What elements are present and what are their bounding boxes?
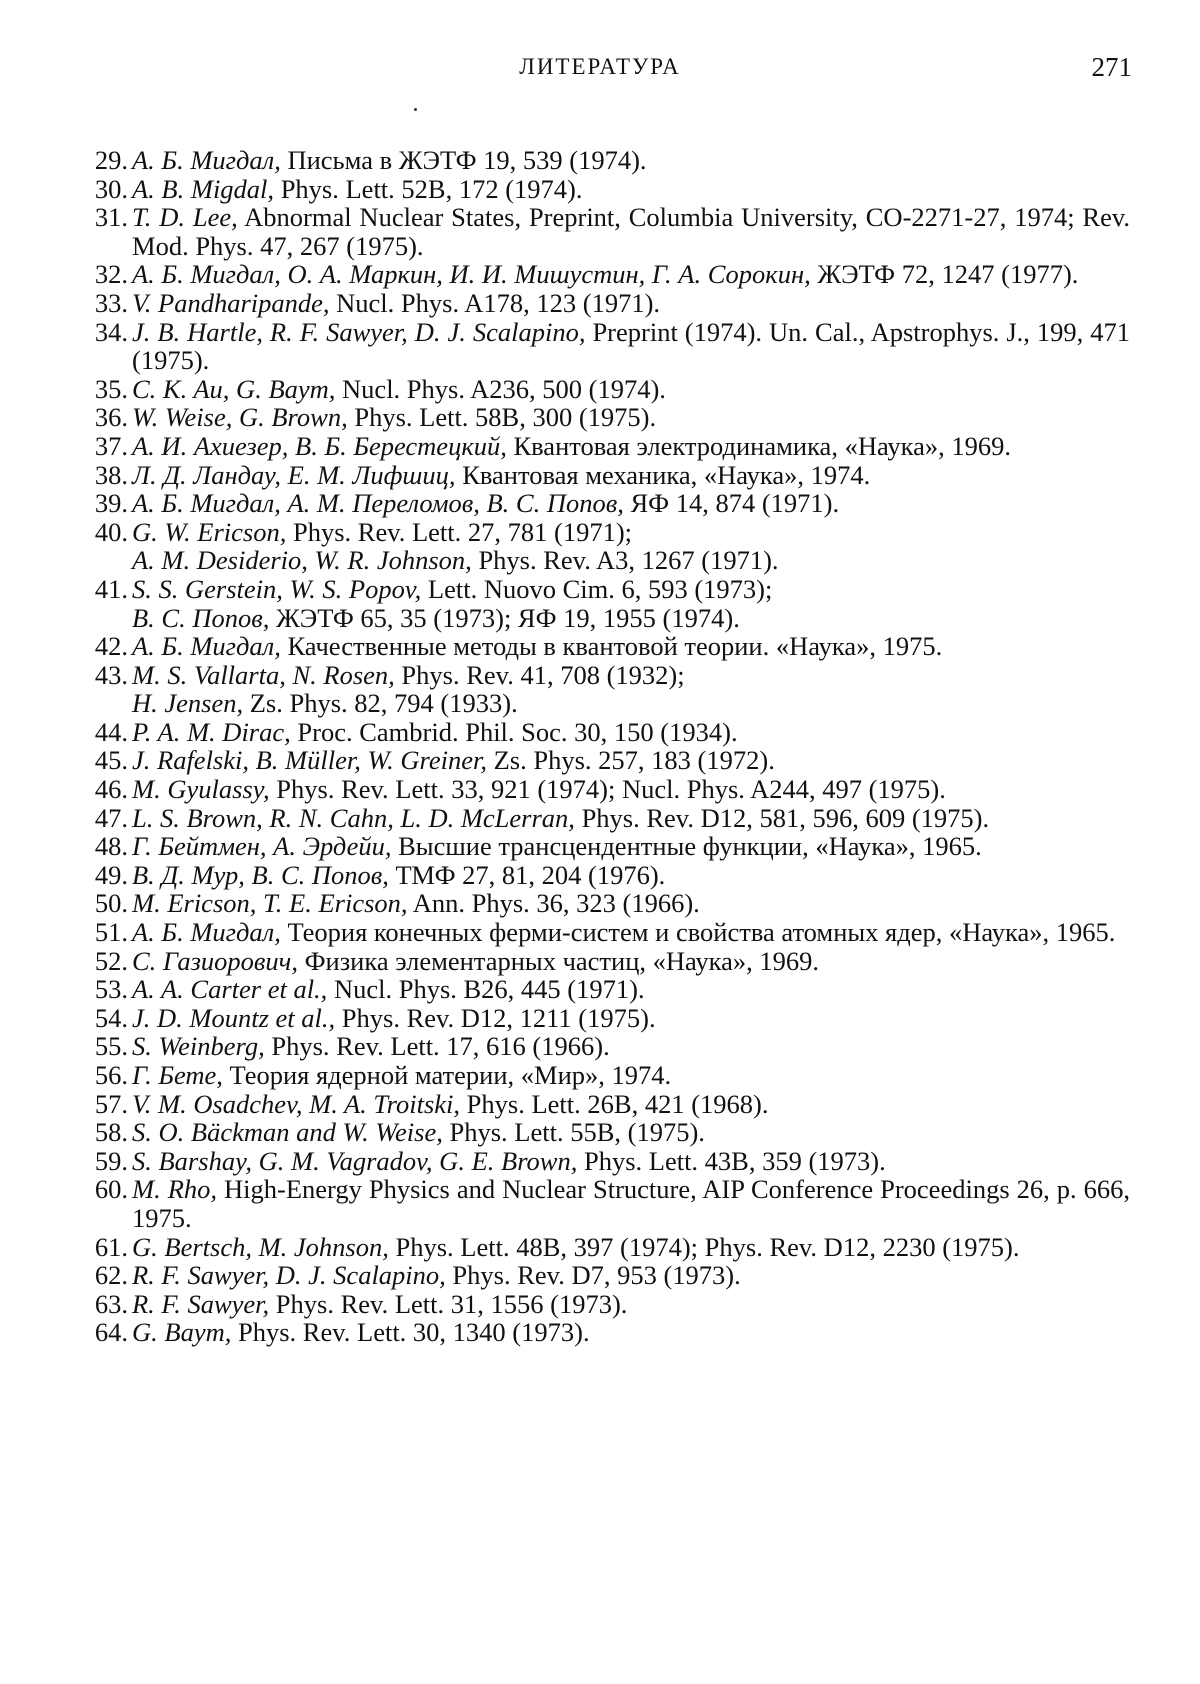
reference-item [78, 746, 1130, 775]
reference-authors: В. С. Попов, [132, 602, 270, 633]
reference-authors: S. O. Bäckman and W. Weise, [132, 1117, 443, 1148]
reference-authors: G. W. Ericson, [132, 516, 287, 547]
reference-number: 39. [94, 488, 128, 519]
reference-authors: H. Jensen, [132, 688, 244, 719]
reference-source: Nucl. Phys. A178, 123 (1971). [329, 287, 661, 318]
reference-source: Phys. Lett. 43B, 359 (1973). [577, 1145, 886, 1176]
reference-number: 60. [94, 1174, 128, 1205]
reference-source: ТМФ 27, 81, 204 (1976). [388, 859, 666, 890]
reference-authors: V. Pandharipande, [132, 287, 330, 318]
reference-authors: L. S. Brown, R. N. Cahn, L. D. McLerran, [132, 802, 575, 833]
reference-item [78, 804, 1130, 833]
reference-source: Phys. Lett. 58B, 300 (1975). [347, 402, 657, 433]
reference-number: 37. [94, 430, 128, 461]
reference-number: 62. [94, 1260, 128, 1291]
reference-source: Phys. Rev. A3, 1267 (1971). [471, 545, 779, 576]
reference-source: Phys. Rev. Lett. 30, 1340 (1973). [231, 1317, 590, 1348]
reference-authors: G. Bertsch, M. Johnson, [132, 1231, 389, 1262]
reference-source: Lett. Nuovo Cim. 6, 593 (1973); [421, 573, 773, 604]
reference-item [78, 1261, 1130, 1290]
reference-number: 46. [94, 774, 128, 805]
page-header [0, 52, 1200, 92]
reference-number: 49. [94, 859, 128, 890]
reference-source: Высшие трансцендентные функции, «Наука», 1965. [391, 831, 982, 862]
reference-item [78, 518, 1130, 575]
reference-source: Квантовая механика, «Наука», 1974. [455, 459, 871, 490]
reference-authors: А. Б. Мигдал, [132, 145, 281, 175]
reference-source: Теория конечных ферми-систем и свойства атомных ядер, «Наука», 1965. [280, 917, 1116, 948]
reference-item [78, 975, 1130, 1004]
reference-authors: T. D. Lee, [132, 202, 238, 233]
reference-item [78, 718, 1130, 747]
reference-source: Phys. Rev. 41, 708 (1932); [394, 659, 685, 690]
reference-number: 31. [94, 202, 128, 233]
reference-number: 48. [94, 831, 128, 862]
reference-authors: А. Б. Мигдал, [132, 631, 281, 662]
reference-number: 55. [94, 1031, 128, 1062]
reference-number: 64. [94, 1317, 128, 1348]
reference-number: 35. [94, 373, 128, 404]
reference-source: Nucl. Phys. A236, 500 (1974). [335, 373, 666, 404]
reference-authors: M. Ericson, T. E. Ericson, [132, 888, 408, 919]
reference-source: Phys. Lett. 26B, 421 (1968). [460, 1088, 769, 1119]
reference-source: ЖЭТФ 72, 1247 (1977). [810, 259, 1079, 290]
reference-number: 58. [94, 1117, 128, 1148]
reference-item [78, 489, 1130, 518]
reference-number: 63. [94, 1288, 128, 1319]
reference-source: Zs. Phys. 257, 183 (1972). [487, 745, 775, 776]
reference-source: Качественные методы в квантовой теории. «Наука», 1975. [280, 631, 943, 662]
reference-item [78, 1004, 1130, 1033]
reference-item [78, 203, 1130, 260]
reference-number: 33. [94, 287, 128, 318]
reference-item [78, 289, 1130, 318]
reference-item [78, 1118, 1130, 1147]
reference-number: 59. [94, 1145, 128, 1176]
reference-source: ЯФ 14, 874 (1971). [623, 488, 840, 519]
reference-authors: M. Rho, [132, 1174, 218, 1205]
reference-number: 57. [94, 1088, 128, 1119]
reference-item [78, 632, 1130, 661]
reference-number: 38. [94, 459, 128, 490]
reference-item [78, 1090, 1130, 1119]
reference-authors: A. M. Desiderio, W. R. Johnson, [132, 545, 472, 576]
reference-source: Квантовая электродинамика, «Наука», 1969. [506, 430, 1011, 461]
reference-source: Phys. Lett. 48B, 397 (1974); Phys. Rev. D12, 2230 (1975). [388, 1231, 1020, 1262]
reference-number: 42. [94, 631, 128, 662]
reference-source: Zs. Phys. 82, 794 (1933). [243, 688, 518, 719]
reference-list [78, 146, 1130, 1347]
reference-item [78, 1318, 1130, 1347]
reference-source: Phys. Rev. Lett. 17, 616 (1966). [264, 1031, 610, 1062]
reference-source: Phys. Rev. Lett. 27, 781 (1971); [286, 516, 633, 547]
reference-source: Nucl. Phys. B26, 445 (1971). [327, 974, 645, 1005]
reference-authors: J. D. Mountz et al., [132, 1002, 336, 1033]
reference-item [78, 1061, 1130, 1090]
reference-authors: Г. Бейтмен, А. Эрдейи, [132, 831, 392, 862]
reference-authors: А. Б. Мигдал, О. А. Маркин, И. И. Мишустин, Г. А. Сорокин, [132, 259, 811, 290]
reference-number: 44. [94, 716, 128, 747]
reference-source: Preprint (1974). Un. Cal., Apstrophys. J., 199, 471 (1975). [132, 316, 1131, 376]
reference-item [78, 175, 1130, 204]
reference-item [78, 1147, 1130, 1176]
reference-source: ЖЭТФ 65, 35 (1973); ЯФ 19, 1955 (1974). [269, 602, 740, 633]
page-number: 271 [1091, 52, 1132, 82]
reference-authors: R. F. Sawyer, [132, 1288, 270, 1319]
reference-number: 61. [94, 1231, 128, 1262]
reference-authors: S. Weinberg, [132, 1031, 265, 1062]
reference-source: Физика элементарных частиц, «Наука», 1969. [297, 945, 820, 976]
reference-number: 47. [94, 802, 128, 833]
reference-authors: R. F. Sawyer, D. J. Scalapino, [132, 1260, 446, 1291]
reference-source: Ann. Phys. 36, 323 (1966). [407, 888, 700, 919]
reference-number: 52. [94, 945, 128, 976]
reference-authors: А. Б. Мигдал, А. М. Переломов, В. С. Попов, [132, 488, 624, 519]
reference-authors: W. Weise, G. Brown, [132, 402, 348, 433]
reference-authors: C. K. Au, G. Baym, [132, 373, 336, 404]
reference-item [78, 461, 1130, 490]
reference-authors: Л. Д. Ландау, Е. М. Лифшиц, [132, 459, 456, 490]
reference-item [78, 889, 1130, 918]
reference-source: Теория ядерной материи, «Мир», 1974. [222, 1060, 672, 1090]
reference-item [78, 832, 1130, 861]
reference-source: Phys. Rev. D12, 581, 596, 609 (1975). [574, 802, 990, 833]
reference-source: Phys. Lett. 52B, 172 (1974). [274, 173, 583, 204]
reference-item [78, 861, 1130, 890]
reference-authors: S. Barshay, G. M. Vagradov, G. E. Brown, [132, 1145, 578, 1176]
reference-authors: M. Gyulassy, [132, 774, 270, 805]
reference-item [78, 661, 1130, 718]
reference-authors: A. A. Carter et al., [132, 974, 328, 1005]
reference-source: Phys. Rev. Lett. 31, 1556 (1973). [269, 1288, 628, 1319]
reference-number: 30. [94, 173, 128, 204]
reference-authors: В. Д. Мур, В. С. Попов, [132, 859, 389, 890]
reference-item [78, 1233, 1130, 1262]
reference-item [78, 1290, 1130, 1319]
reference-number: 43. [94, 659, 128, 690]
reference-authors: P. A. M. Dirac, [132, 716, 291, 747]
reference-item [78, 575, 1130, 632]
reference-number: 29. [94, 145, 128, 175]
reference-item [78, 403, 1130, 432]
reference-number: 41. [94, 573, 128, 604]
reference-item [78, 318, 1130, 375]
reference-item [78, 1032, 1130, 1061]
reference-source: Phys. Rev. D12, 1211 (1975). [335, 1002, 656, 1033]
reference-source: Phys. Rev. D7, 953 (1973). [445, 1260, 741, 1291]
reference-number: 45. [94, 745, 128, 776]
reference-source: Abnormal Nuclear States, Preprint, Columbia University, CO-2271-27, 1974; Rev. Mod. Phys. 47, 267 (1975). [132, 202, 1130, 261]
reference-authors: J. B. Hartle, R. F. Sawyer, D. J. Scalapino, [132, 316, 586, 347]
running-title: ЛИТЕРАТУРА [519, 54, 681, 79]
print-speck [414, 108, 417, 111]
reference-number: 32. [94, 259, 128, 290]
reference-authors: A. B. Migdal, [132, 173, 275, 204]
reference-item [78, 775, 1130, 804]
reference-item [78, 432, 1130, 461]
reference-authors: G. Baym, [132, 1317, 232, 1348]
reference-authors: M. S. Vallarta, N. Rosen, [132, 659, 395, 690]
reference-number: 53. [94, 974, 128, 1005]
reference-authors: С. Газиорович, [132, 945, 298, 976]
reference-number: 54. [94, 1002, 128, 1033]
reference-number: 51. [94, 917, 128, 948]
reference-source: Phys. Rev. Lett. 33, 921 (1974); Nucl. Phys. A244, 497 (1975). [269, 774, 946, 805]
reference-authors: J. Rafelski, B. Müller, W. Greiner, [132, 745, 487, 776]
reference-authors: А. Б. Мигдал, [132, 917, 281, 948]
reference-authors: V. M. Osadchev, M. A. Troitski, [132, 1088, 461, 1119]
reference-item [78, 918, 1130, 947]
reference-number: 50. [94, 888, 128, 919]
reference-number: 34. [94, 316, 128, 347]
reference-item [78, 260, 1130, 289]
reference-source: Phys. Lett. 55B, (1975). [442, 1117, 705, 1148]
reference-item [78, 947, 1130, 976]
reference-authors: А. И. Ахиезер, В. Б. Берестецкий, [132, 430, 507, 461]
reference-item [78, 1175, 1130, 1232]
reference-source: High-Energy Physics and Nuclear Structure, AIP Conference Proceedings 26, p. 666, 1975. [132, 1174, 1130, 1233]
reference-authors: Г. Бете, [132, 1060, 223, 1090]
reference-number: 56. [94, 1060, 128, 1090]
reference-source: Письма в ЖЭТФ 19, 539 (1974). [280, 145, 647, 175]
reference-authors: S. S. Gerstein, W. S. Popov, [132, 573, 422, 604]
reference-number: 36. [94, 402, 128, 433]
reference-item [78, 146, 1130, 175]
reference-number: 40. [94, 516, 128, 547]
reference-source: Proc. Cambrid. Phil. Soc. 30, 150 (1934). [290, 716, 738, 747]
reference-item [78, 375, 1130, 404]
